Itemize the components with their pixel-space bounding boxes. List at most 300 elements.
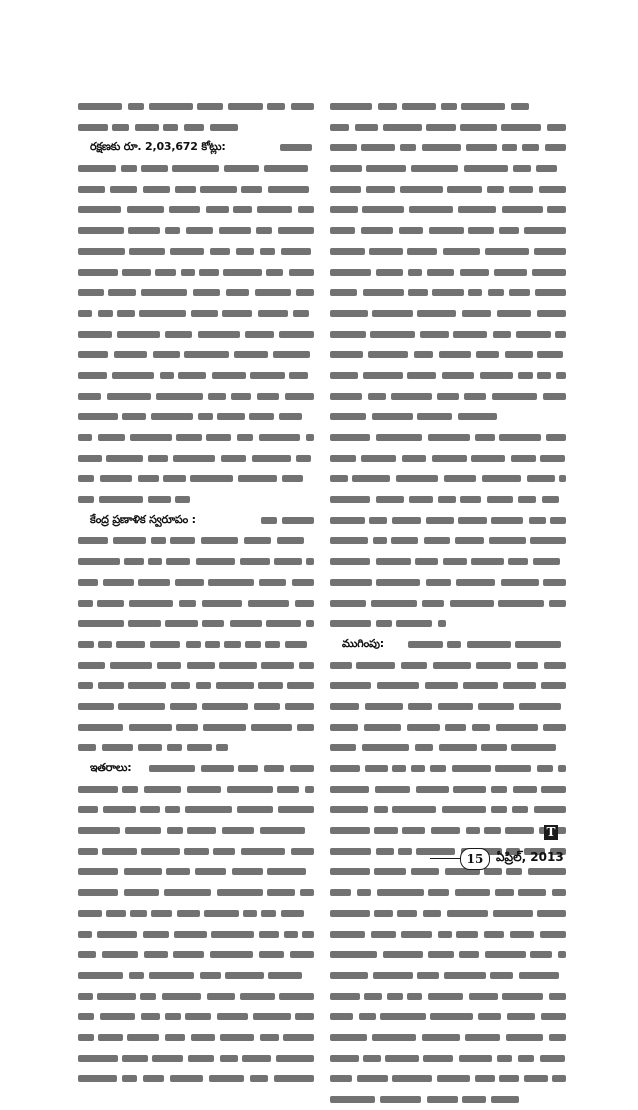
text-line [330, 137, 566, 158]
text-word [78, 868, 118, 875]
text-word [377, 889, 424, 896]
text-word [185, 806, 232, 813]
text-word [499, 1075, 519, 1082]
text-word [330, 227, 355, 234]
text-word [100, 1013, 135, 1020]
text-word [391, 393, 432, 400]
text-word [224, 165, 259, 172]
text-word [417, 972, 439, 979]
text-word [512, 806, 528, 813]
text-word [138, 475, 159, 482]
text-word [485, 248, 529, 255]
text-word [97, 600, 124, 607]
text-word [130, 910, 147, 917]
text-word [541, 1013, 566, 1020]
text-line [330, 613, 566, 634]
text-word [257, 393, 279, 400]
text-line [330, 241, 566, 262]
text-word [330, 331, 366, 338]
text-word [306, 558, 314, 565]
text-word [447, 641, 461, 648]
text-word [266, 620, 301, 627]
page-footer [430, 848, 570, 870]
text-word [78, 786, 118, 793]
text-line [330, 324, 566, 345]
text-word [439, 744, 477, 751]
text-word [428, 889, 449, 896]
text-line [78, 96, 314, 117]
text-word [460, 124, 497, 131]
text-line [330, 1027, 566, 1048]
text-word [118, 703, 165, 710]
text-word [298, 206, 314, 213]
text-word [485, 951, 526, 958]
text-word [330, 889, 351, 896]
text-word [153, 351, 180, 358]
text-word [282, 475, 303, 482]
text-word [524, 1075, 548, 1082]
text-word [279, 331, 314, 338]
text-word [241, 186, 262, 193]
text-word [127, 206, 164, 213]
text-word [417, 413, 452, 420]
text-word [330, 1034, 367, 1041]
text-line [330, 1089, 566, 1110]
text-word [330, 372, 358, 379]
text-word [513, 786, 537, 793]
text-word [78, 744, 96, 751]
text-word [128, 103, 144, 110]
text-word [409, 496, 433, 503]
text-word [225, 972, 264, 979]
text-line [78, 386, 314, 407]
text-word [210, 951, 253, 958]
text-word [363, 1055, 381, 1062]
text-word [259, 434, 300, 441]
text-word [195, 868, 226, 875]
text-word [475, 1075, 495, 1082]
text-word [140, 993, 156, 1000]
text-word [487, 186, 504, 193]
text-word [150, 641, 180, 648]
text-word [293, 310, 309, 317]
text-word [199, 269, 219, 276]
text-word [201, 537, 238, 544]
text-line [330, 282, 566, 303]
text-word [122, 413, 146, 420]
text-word [250, 372, 285, 379]
text-word [471, 455, 505, 462]
text-word [442, 806, 486, 813]
text-word [363, 289, 404, 296]
text-word [241, 848, 285, 855]
text-line [78, 717, 314, 738]
text-word [537, 310, 566, 317]
text-word [78, 206, 121, 213]
text-word [366, 186, 395, 193]
text-word [274, 558, 302, 565]
text-word [380, 1013, 426, 1020]
text-word [169, 206, 200, 213]
text-word [537, 372, 551, 379]
text-word [259, 579, 286, 586]
text-word [555, 331, 566, 338]
text-word [217, 889, 263, 896]
text-word [387, 993, 403, 1000]
text-word [184, 848, 209, 855]
text-word [330, 124, 349, 131]
text-line [330, 1048, 566, 1069]
text-word [423, 910, 441, 917]
text-word [426, 517, 454, 524]
text-word [392, 1075, 432, 1082]
text-word [330, 662, 352, 669]
text-word [445, 724, 466, 731]
text-word [209, 1075, 244, 1082]
text-word [206, 206, 229, 213]
text-word [143, 1075, 164, 1082]
text-word [238, 765, 258, 772]
text-word [495, 889, 514, 896]
text-word [533, 558, 560, 565]
text-word [181, 269, 195, 276]
text-word [458, 517, 487, 524]
text-line [330, 551, 566, 572]
text-word [98, 434, 125, 441]
text-word [420, 331, 449, 338]
text-word [261, 910, 276, 917]
text-word [78, 351, 108, 358]
text-word [187, 662, 215, 669]
text-word [430, 1013, 473, 1020]
text-word [459, 1055, 492, 1062]
text-word [207, 993, 235, 1000]
text-word [295, 600, 314, 607]
text-word [124, 868, 162, 875]
text-word [478, 703, 514, 710]
text-word [185, 1013, 211, 1020]
text-word [282, 517, 314, 524]
text-word [172, 165, 219, 172]
text-word [226, 289, 249, 296]
text-word [78, 641, 94, 648]
text-word [444, 475, 476, 482]
text-word [78, 662, 105, 669]
text-word [371, 931, 396, 938]
text-line [330, 572, 566, 593]
text-word [330, 434, 370, 441]
text-word [540, 455, 565, 462]
text-word [542, 496, 559, 503]
text-word [396, 475, 438, 482]
text-line [330, 427, 566, 448]
text-word [543, 393, 566, 400]
text-word [202, 600, 242, 607]
text-word [453, 786, 486, 793]
text-word [148, 496, 171, 503]
text-word [495, 765, 531, 772]
text-word [377, 682, 419, 689]
text-line [330, 799, 566, 820]
text-word [361, 455, 396, 462]
text-word [402, 103, 436, 110]
text-word [330, 765, 360, 772]
text-word [517, 662, 538, 669]
text-word [287, 682, 314, 689]
text-line [78, 779, 314, 800]
text-word [184, 351, 229, 358]
text-line [330, 655, 566, 676]
text-word [78, 475, 94, 482]
text-word [491, 517, 523, 524]
text-word [550, 517, 566, 524]
text-word [330, 517, 365, 524]
text-word [305, 786, 314, 793]
text-word [234, 351, 268, 358]
text-word [522, 144, 539, 151]
text-word [259, 931, 279, 938]
text-word [330, 269, 371, 276]
text-word [408, 641, 443, 648]
text-word [407, 372, 436, 379]
article-column-left [78, 96, 314, 1089]
text-word [535, 289, 566, 296]
text-word [176, 434, 202, 441]
text-word [383, 124, 422, 131]
text-word [547, 124, 566, 131]
text-word [372, 413, 413, 420]
text-word [306, 434, 314, 441]
article-column-right [330, 96, 566, 1110]
text-word [175, 186, 196, 193]
text-word [402, 455, 426, 462]
text-word [165, 620, 198, 627]
text-word [400, 144, 416, 151]
text-word [330, 868, 370, 875]
section-lead-heading: రక్షణకు రూ. 2,03,672 కోట్లు: [90, 140, 226, 154]
text-word [129, 724, 172, 731]
text-word [529, 517, 546, 524]
text-word [376, 620, 392, 627]
text-word [267, 103, 285, 110]
text-line [78, 675, 314, 696]
text-word [424, 537, 450, 544]
text-word [518, 372, 533, 379]
text-line [78, 903, 314, 924]
text-word [458, 413, 497, 420]
text-word [397, 910, 417, 917]
text-word [140, 806, 160, 813]
text-line [78, 1006, 314, 1027]
text-word [200, 972, 221, 979]
text-word [221, 455, 246, 462]
text-word [391, 537, 418, 544]
text-word [198, 331, 240, 338]
text-word [546, 434, 566, 441]
text-word [78, 1034, 94, 1041]
text-word [543, 724, 566, 731]
text-word [281, 248, 311, 255]
text-word [330, 144, 357, 151]
text-word [496, 724, 538, 731]
text-word [330, 724, 358, 731]
text-word [278, 806, 314, 813]
text-word [211, 931, 254, 938]
text-word [469, 993, 498, 1000]
text-word [187, 744, 212, 751]
text-word [242, 1055, 271, 1062]
text-word [458, 206, 496, 213]
text-word [98, 682, 124, 689]
text-word [149, 972, 194, 979]
text-line [330, 675, 566, 696]
text-word [407, 248, 437, 255]
text-word [175, 579, 204, 586]
text-word [144, 786, 181, 793]
text-word [481, 744, 507, 751]
text-word [129, 600, 173, 607]
text-word [124, 889, 159, 896]
text-word [170, 537, 195, 544]
text-word [233, 206, 252, 213]
text-word [385, 1055, 419, 1062]
text-word [439, 351, 471, 358]
text-line [78, 696, 314, 717]
text-word [149, 765, 195, 772]
text-word [532, 269, 566, 276]
text-word [527, 475, 555, 482]
text-word [160, 372, 174, 379]
text-word [78, 993, 93, 1000]
text-word [165, 1034, 185, 1041]
text-word [206, 434, 231, 441]
text-word [438, 703, 473, 710]
text-line [330, 903, 566, 924]
text-line [330, 1068, 566, 1089]
text-word [490, 972, 513, 979]
text-line [330, 965, 566, 986]
text-word [296, 455, 311, 462]
text-word [114, 351, 147, 358]
text-line [78, 324, 314, 345]
text-line [78, 799, 314, 820]
text-word [78, 103, 122, 110]
text-word [438, 620, 446, 627]
text-word [78, 972, 123, 979]
text-word [306, 620, 314, 627]
text-word [186, 641, 201, 648]
text-word [78, 703, 114, 710]
text-word [78, 248, 125, 255]
text-word [165, 1013, 181, 1020]
text-word [107, 393, 151, 400]
text-word [415, 744, 433, 751]
text-word [254, 703, 280, 710]
text-word [453, 331, 487, 338]
text-word [260, 827, 305, 834]
text-word [128, 227, 160, 234]
text-word [462, 1096, 486, 1103]
text-line [330, 820, 566, 841]
text-word [175, 496, 190, 503]
text-word [363, 372, 403, 379]
text-word [465, 1034, 500, 1041]
text-word [139, 310, 186, 317]
text-word [509, 289, 530, 296]
text-word [455, 537, 484, 544]
text-word [285, 641, 307, 648]
text-word [155, 269, 176, 276]
text-line [78, 655, 314, 676]
text-word [366, 165, 406, 172]
text-word [539, 186, 566, 193]
section-lead-heading: కేంద్ర ప్రణాళిక స్వరూపం : [90, 512, 196, 526]
text-word [285, 703, 314, 710]
text-word [216, 744, 228, 751]
text-word [476, 662, 511, 669]
text-word [78, 289, 104, 296]
text-line [330, 924, 566, 945]
text-line [330, 96, 566, 117]
text-word [167, 827, 183, 834]
text-word [330, 248, 365, 255]
text-word [244, 537, 271, 544]
text-line [330, 220, 566, 241]
text-line [78, 758, 314, 779]
text-word [100, 475, 132, 482]
text-word [423, 1055, 453, 1062]
text-word [200, 186, 237, 193]
text-word [116, 641, 145, 648]
text-word [174, 931, 207, 938]
text-word [179, 600, 196, 607]
text-word [509, 186, 533, 193]
text-word [151, 413, 193, 420]
text-word [276, 1055, 314, 1062]
text-word [330, 1075, 352, 1082]
text-word [78, 806, 98, 813]
text-word [156, 393, 203, 400]
text-word [141, 848, 180, 855]
text-word [466, 827, 480, 834]
text-word [506, 1034, 543, 1041]
text-word [78, 165, 116, 172]
text-word [248, 600, 289, 607]
text-word [205, 641, 220, 648]
text-word [130, 434, 172, 441]
text-line [78, 924, 314, 945]
text-word [442, 372, 474, 379]
text-word [219, 227, 251, 234]
text-word [464, 393, 486, 400]
text-word [78, 331, 112, 338]
text-word [374, 868, 406, 875]
text-word [212, 372, 246, 379]
text-line [330, 758, 566, 779]
text-word [468, 289, 482, 296]
text-word [450, 600, 494, 607]
text-word [167, 744, 182, 751]
text-word [365, 765, 388, 772]
text-word [362, 206, 404, 213]
text-word [549, 993, 566, 1000]
section-lead-heading: ఇతరాలు: [90, 761, 132, 774]
text-word [374, 827, 398, 834]
text-word [502, 206, 543, 213]
text-word [491, 786, 507, 793]
text-word [534, 248, 566, 255]
text-word [456, 931, 478, 938]
